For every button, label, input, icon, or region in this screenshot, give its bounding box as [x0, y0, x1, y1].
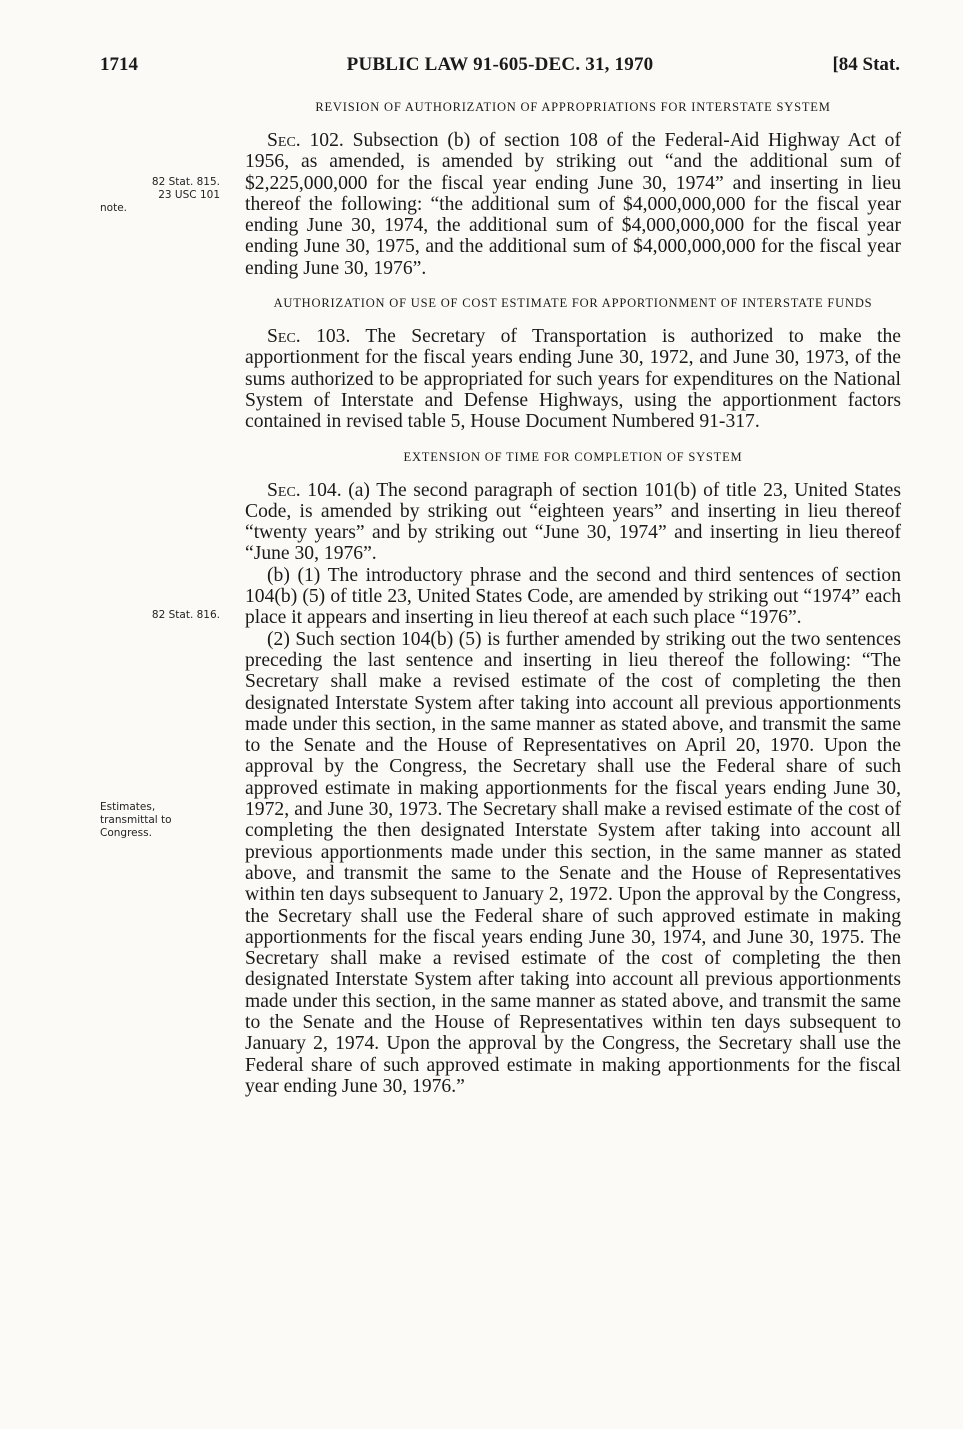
section-102-paragraph [245, 130, 901, 279]
margin-note-line: Congress. [100, 827, 152, 839]
margin-note-line: 23 USC 101 [158, 189, 220, 201]
page-number: 1714 [100, 54, 138, 75]
section-label: Sec. [267, 479, 301, 501]
section-104b2-paragraph: (2) Such section 104(b) (5) is further amended by striking out the two sentences preceding the last sentence and inserting in lieu thereof the following: “The Secretary shall make a revised estimate of the cost of completing the then designated Interstate System after taking into account all previous apportionments made under this section, in the same manner as stated above, and transmit the same to the Senate and the House of Representatives on April 20, 1970. Upon the approval by the Congress, the Secretary shall use the Federal share of such approved estimate in making apportionments for the fiscal years ending June 30, 1972, and June 30, 1973. The Secretary shall make a revised estimate of the cost of completing the then designated Interstate System after taking into account all previous apportionments made under this section, in the same manner as stated above, and transmit the same to the Senate and the House of Representatives within ten days subsequent to January 2, 1972. Upon the approval by the Congress, the Secretary shall use the Federal share of such approved estimate in making apportionments for the fiscal years ending June 30, 1974, and June 30, 1975. The Secretary shall make a revised estimate of the cost of completing the then designated Interstate System after taking into account all previous apportionments made under this section, in the same manner as stated above, and transmit the same to the Senate and the House of Representatives within ten days subsequent to January 2, 1974. Upon the approval by the Congress, the Secretary shall use the Federal share of such approved estimate in making apportionments for the fiscal year ending June 30, 1976.” [245, 628, 901, 1097]
page-header [100, 50, 900, 90]
section-102-heading: REVISION OF AUTHORIZATION OF APPROPRIATIONS FOR INTERSTATE SYSTEM [315, 100, 831, 114]
margin-note-line: 82 Stat. 815. [151, 176, 220, 188]
section-text: 103. The Secretary of Transportation is authorized to make the apportionment for the fiscal years ending June 30, 1972, and June 30, 1973, of the sums authorized to be appropriated for such years for expenditures on the National System of Interstate and Defense Highways, using the apportionment factors contained in revised table 5, House Document Numbered 91-317. [245, 326, 901, 433]
margin-note-estimates [100, 801, 220, 840]
main-text [245, 98, 901, 1097]
section-label: Sec. [267, 130, 301, 151]
margin-note-line: 82 Stat. 816. [151, 609, 220, 621]
margin-note-line: note. [100, 202, 127, 214]
section-text: 104. (a) The second paragraph of section 101(b) of title 23, United States Code, is amended by striking out “eighteen years” and inserting in lieu thereof “twenty years” and by striking out “June 30, 1974” and inserting in lieu thereof “June 30, 1976”. [245, 479, 901, 565]
stat-reference: [84 Stat. [832, 54, 900, 75]
section-104a-paragraph [245, 480, 901, 565]
section-text: 102. Subsection (b) of section 108 of the Federal-Aid Highway Act of 1956, as amended, is amended by striking out “and the additional sum of $2,225,000,000 for the fiscal year ending June 30, 1974” and inserting in lieu thereof the following: “the additional sum of $4,000,000,000 for the fiscal year ending June 30, 1974, the additional sum of $4,000,000,000 for the fiscal year ending June 30, 1975, and the additional sum of $4,000,000,000 for the fiscal year ending June 30, 1976”. [245, 130, 901, 279]
section-104b1-paragraph: (b) (1) The introductory phrase and the second and third sentences of section 104(b) (5) of title 23, United States Code, are amended by striking out “1974” each place it appears and inserting in lieu thereof at each such place “1976”. [245, 564, 901, 629]
margin-note-line: Estimates, [100, 801, 156, 813]
section-104-heading: EXTENSION OF TIME FOR COMPLETION OF SYSTEM [403, 449, 743, 464]
section-103-paragraph [245, 326, 901, 432]
section-103-heading: AUTHORIZATION OF USE OF COST ESTIMATE FOR APPORTIONMENT OF INTERSTATE FUNDS [273, 296, 873, 311]
margin-note-line: transmittal to [100, 814, 172, 826]
page-title: PUBLIC LAW 91-605-DEC. 31, 1970 [346, 54, 654, 75]
section-label: Sec. [267, 326, 301, 348]
margin-note-82-stat-816 [100, 609, 220, 622]
margin-note-82-stat-815 [100, 176, 220, 215]
